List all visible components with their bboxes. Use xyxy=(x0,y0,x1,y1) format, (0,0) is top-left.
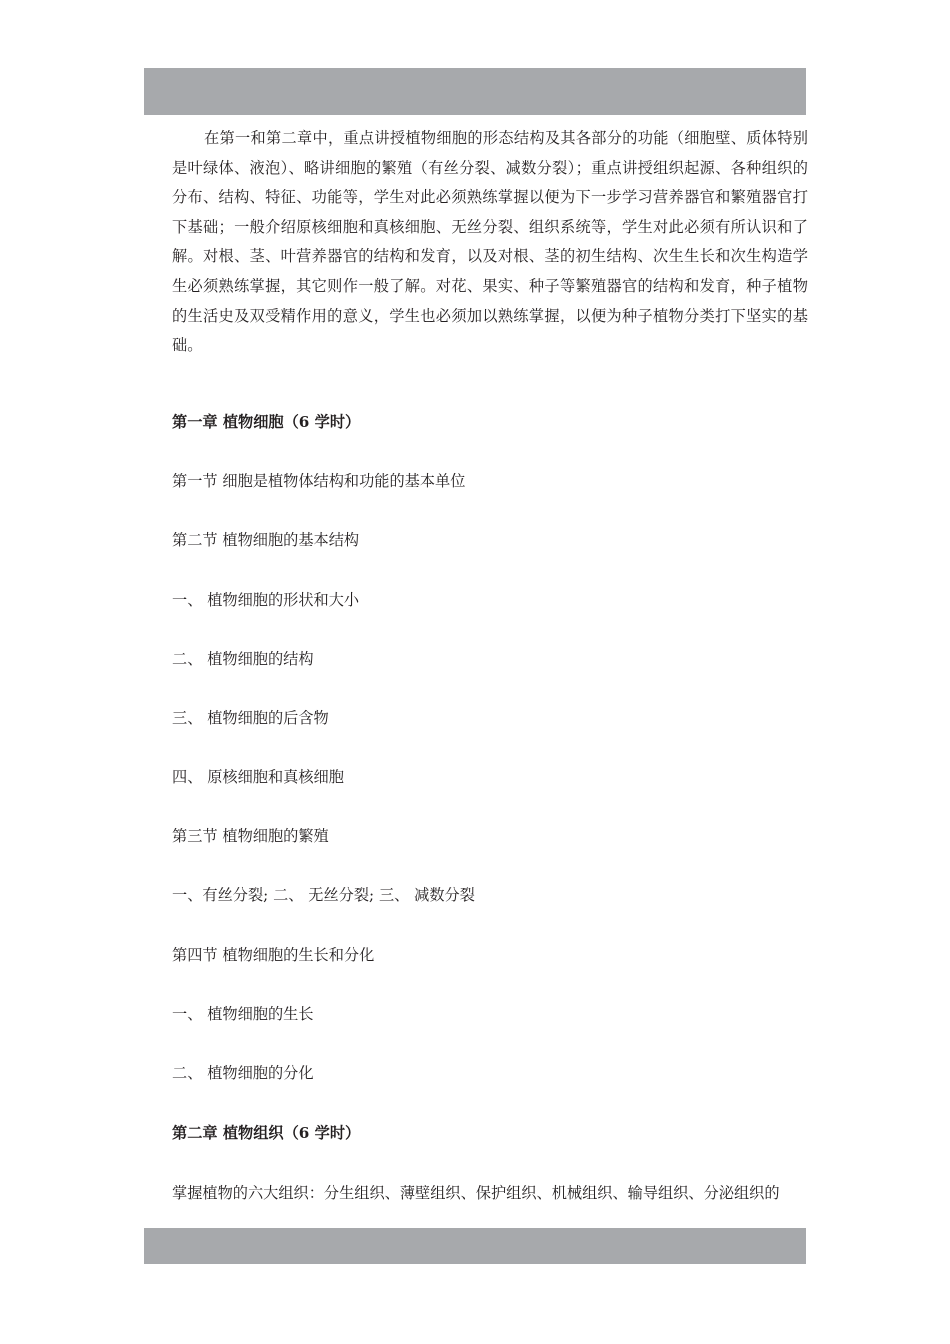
chapter-2-text: 掌握植物的六大组织：分生组织、薄壁组织、保护组织、机械组织、输导组织、分泌组织的 xyxy=(172,1184,780,1202)
chapter-1-section-4: 第四节 植物细胞的生长和分化 xyxy=(172,946,375,964)
section-2-item-1: 一、 植物细胞的形状和大小 xyxy=(172,591,360,609)
chapter-1-section-2: 第二节 植物细胞的基本结构 xyxy=(172,531,360,549)
section-2-item-3: 三、 植物细胞的后含物 xyxy=(172,709,329,727)
chapter-1-section-3: 第三节 植物细胞的繁殖 xyxy=(172,827,329,845)
footer-bar xyxy=(144,1228,806,1264)
intro-paragraph: 在第一和第二章中，重点讲授植物细胞的形态结构及其各部分的功能（细胞壁、质体特别是叶绿体、液泡）、略讲细胞的繁殖（有丝分裂、减数分裂）；重点讲授组织起源、各种组织的分布、结构、特征、功能等，学生对此必须熟练掌握以便为下一步学习营养器官和繁殖器官打下基础；一般介绍原核细胞和真核细胞、无丝分裂、组织系统等，学生对此必须有所认识和了解。对根、茎、叶营养器官的结构和发育，以及对根、茎的初生结构、次生生长和次生构造学生必须熟练掌握，其它则作一般了解。对花、果实、种子等繁殖器官的结构和发育，种子植物的生活史及双受精作用的意义，学生也必须加以熟练掌握，以便为种子植物分类打下坚实的基础。 xyxy=(172,129,808,355)
intro-block xyxy=(172,124,808,361)
chapter-1-section-1: 第一节 细胞是植物体结构和功能的基本单位 xyxy=(172,472,466,490)
section-2-item-4: 四、 原核细胞和真核细胞 xyxy=(172,768,344,786)
section-3-items: 一、有丝分裂; 二、 无丝分裂; 三、 减数分裂 xyxy=(172,886,475,904)
chapter-2-title: 第二章 植物组织（6 学时） xyxy=(172,1124,361,1142)
section-4-item-1: 一、 植物细胞的生长 xyxy=(172,1005,314,1023)
section-2-item-2: 二、 植物细胞的结构 xyxy=(172,650,314,668)
header-bar xyxy=(144,68,806,115)
section-4-item-2: 二、 植物细胞的分化 xyxy=(172,1064,314,1082)
chapter-1-title: 第一章 植物细胞（6 学时） xyxy=(172,413,361,431)
